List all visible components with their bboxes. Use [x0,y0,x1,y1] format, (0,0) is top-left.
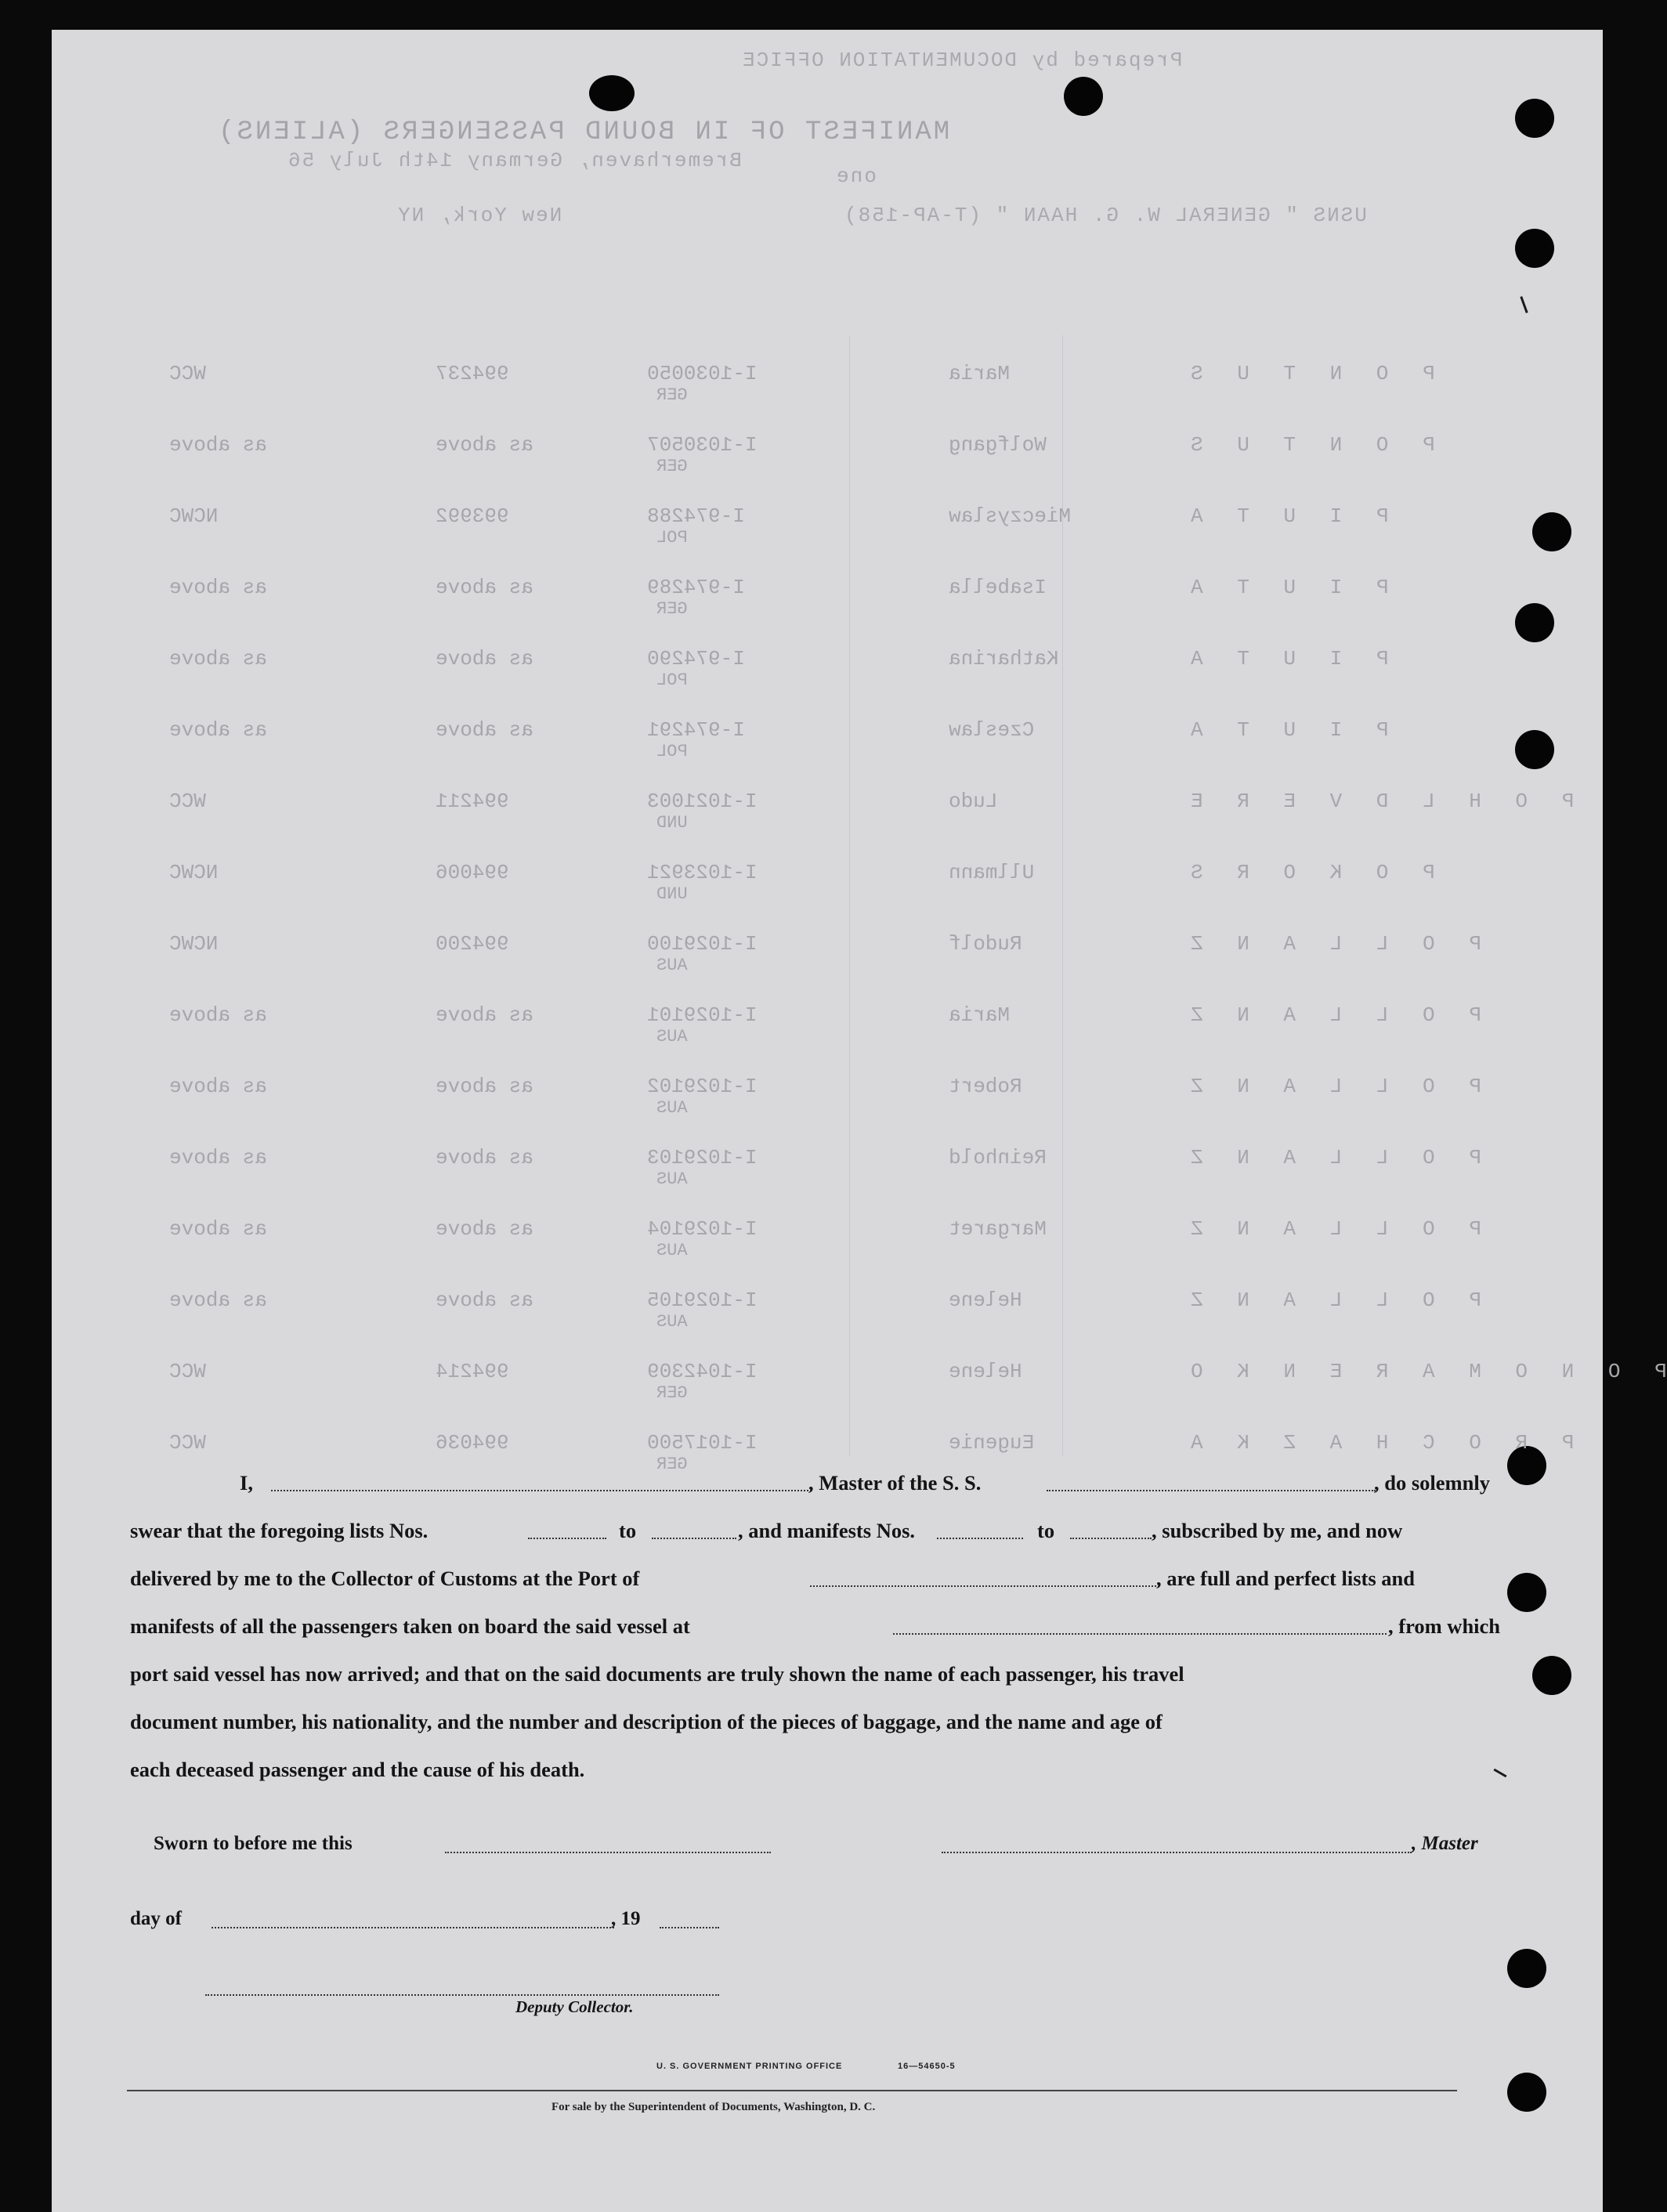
ghost-surname: P I U T A [1180,504,1389,528]
ghost-nat: POL [656,670,688,690]
ghost-code: NCWC [169,504,219,528]
ghost-num: as above [436,1003,533,1027]
ghost-num: as above [436,1146,533,1169]
ghost-nat: GER [656,599,688,619]
ghost-num: as above [436,647,533,670]
ghost-row [52,433,1603,480]
ghost-surname: P O N T U S [1180,362,1435,385]
ghost-num: 994214 [436,1360,509,1383]
manifest-page [52,30,1667,2212]
ghost-nat: GER [656,1383,688,1403]
ghost-code: as above [169,1075,267,1098]
ghost-surname: P O L L A N Z [1180,1217,1481,1241]
ghost-given: Rudolf [949,932,1022,956]
ghost-title: MANIFEST OF IN BOUND PASSENGERS (ALIENS) [216,117,950,147]
ghost-code: NCWC [169,861,219,884]
ghost-given: Isabella [949,576,1047,599]
ghost-code: as above [169,1003,267,1027]
ghost-doc: I-1029102 [647,1075,758,1098]
ghost-given: Czeslaw [949,718,1035,742]
blank-manifest-to [1070,1538,1152,1539]
ghost-row [52,1075,1603,1122]
ghost-doc: I-974288 [647,504,745,528]
ghost-doc: I-1029104 [647,1217,758,1241]
ghost-surname: P O L L A N Z [1180,932,1481,956]
day-of-label: day of [130,1908,182,1929]
ghost-num: 994211 [436,790,509,813]
ghost-surname: P O L L A N Z [1180,1075,1481,1098]
ghost-doc: I-1029101 [647,1003,758,1027]
ghost-row [52,932,1603,979]
ghost-nat: UND [656,813,688,833]
ghost-nat: GER [656,457,688,476]
punch-hole-right-1 [1515,99,1554,138]
oath-full-perfect: , are full and perfect lists and [1156,1567,1416,1590]
blank-master-name [271,1490,812,1491]
ghost-nat: POL [656,528,688,548]
ghost-code: as above [169,647,267,670]
ghost-surname: P O K O R S [1180,861,1435,884]
blank-list-from [528,1538,606,1539]
ghost-code: as above [169,433,267,457]
ghost-route: Bremerhaven, Germany 14th July 56 [287,149,742,172]
oath-line-4 [130,1614,1524,1646]
ghost-given: Ullmann [949,861,1035,884]
ghost-surname: P O L L A N Z [1180,1146,1481,1169]
ghost-given: Ludo [949,790,998,813]
ghost-given: Wolfgang [949,433,1047,457]
ghost-num: as above [436,718,533,742]
pencil-mark [1520,296,1528,313]
ghost-row [52,1289,1603,1336]
ghost-port: New York, NY [396,204,562,227]
oath-to: to [619,1519,637,1542]
ghost-doc: I-1030507 [647,433,758,457]
ghost-code: as above [169,718,267,742]
ghost-doc: I-1029100 [647,932,758,956]
ghost-row [52,1003,1603,1050]
oath-line-2 [130,1519,1524,1550]
punch-hole-top-left [589,75,635,111]
ghost-nat: AUS [656,1169,688,1189]
ghost-row [52,576,1603,623]
printing-office: U. S. GOVERNMENT PRINTING OFFICE [656,2062,843,2071]
ghost-row [52,718,1603,765]
ghost-code: as above [169,1289,267,1312]
blank-ship-name [1047,1490,1376,1491]
blank-sworn-date [445,1852,771,1853]
ghost-doc: I-1029105 [647,1289,758,1312]
oath-delivered: delivered by me to the Collector of Customs at the Port of [130,1567,640,1590]
footer-rule [127,2090,1457,2091]
punch-hole-right-10 [1507,2073,1546,2112]
ghost-doc: I-1030050 [647,362,758,385]
ghost-code: as above [169,1146,267,1169]
oath-line-5 [130,1662,1524,1693]
blank-departure-port [893,1633,1387,1635]
master-label: , Master [1412,1833,1478,1854]
blank-master-signature [942,1852,1412,1853]
ghost-surname: P I U T A [1180,647,1389,670]
ghost-code: WCC [169,362,206,385]
punch-hole-right-9 [1507,1949,1546,1988]
ghost-doc: I-1017500 [647,1431,758,1455]
ghost-nat: UND [656,884,688,904]
ghost-doc: I-974289 [647,576,745,599]
ghost-row [52,504,1603,551]
ghost-given: Eugenie [949,1431,1035,1455]
ghost-num: as above [436,1217,533,1241]
oath-line-6 [130,1710,1524,1741]
ghost-code: WCC [169,1360,206,1383]
ghost-row [52,790,1603,837]
ghost-nat: GER [656,385,688,405]
oath-swear: swear that the foregoing lists Nos. [130,1519,429,1542]
ghost-num: as above [436,1289,533,1312]
blank-month [212,1927,614,1928]
oath-line-1 [130,1471,1524,1502]
ghost-doc: I-1023921 [647,861,758,884]
ghost-office: Prepared by DOCUMENTATION OFFICE [741,49,1183,72]
ghost-nat: AUS [656,1241,688,1260]
oath-line-5-text: port said vessel has now arrived; and that on the said documents are truly shown the name of each passenger, his travel [130,1662,1184,1686]
ghost-given: Mieczyslaw [949,504,1072,528]
ghost-num: 994200 [436,932,509,956]
ghost-surname: P I U T A [1180,718,1389,742]
ghost-given: Helene [949,1289,1022,1312]
ghost-doc: I-1042309 [647,1360,758,1383]
ghost-code: WCC [169,790,206,813]
oath-and-manifests: , and manifests Nos. [738,1519,916,1542]
ghost-nat: AUS [656,1098,688,1118]
ghost-num: as above [436,576,533,599]
oath-i: I, [240,1471,253,1495]
ghost-num: 994237 [436,362,509,385]
ghost-given: Katharina [949,647,1059,670]
ghost-one: one [835,164,877,188]
punch-hole-top-center [1064,77,1103,116]
oath-line-7-text: each deceased passenger and the cause of his death. [130,1758,585,1781]
oath-do-solemnly: , do solemnly [1374,1471,1490,1495]
punch-hole-right-8 [1532,1656,1571,1695]
ghost-row [52,362,1603,409]
ghost-surname: P R O C H A Z K A [1180,1431,1575,1455]
oath-line-3 [130,1567,1524,1598]
ghost-code: as above [169,1217,267,1241]
oath-to-2: to [1037,1519,1055,1542]
ghost-doc: I-974291 [647,718,745,742]
ghost-surname: P O L L A N Z [1180,1003,1481,1027]
ghost-doc: I-1029103 [647,1146,758,1169]
blank-deputy-signature [205,1994,719,1996]
ghost-doc: I-1021003 [647,790,758,813]
ghost-given: Margaret [949,1217,1047,1241]
ghost-nat: POL [656,742,688,761]
blank-list-to [652,1538,736,1539]
ghost-given: Helene [949,1360,1022,1383]
oath-manifests-of: manifests of all the passengers taken on board the said vessel at [130,1614,690,1638]
ghost-surname: P O N O M A R E N K O [1180,1360,1667,1383]
ghost-row [52,1217,1603,1264]
ghost-ship: USNS " GENERAL W. G. HAAN " (T-AP-158) [843,204,1367,227]
ghost-code: WCC [169,1431,206,1455]
ghost-nat: AUS [656,1312,688,1332]
ghost-nat: AUS [656,956,688,975]
ghost-doc: I-974290 [647,647,745,670]
ghost-surname: P O H L D V E R E [1180,790,1575,813]
ghost-row [52,1360,1667,1407]
oath-line-6-text: document number, his nationality, and the number and description of the pieces of baggage, and the name and age of [130,1710,1163,1733]
ghost-num: 994006 [436,861,509,884]
blank-year [660,1927,719,1928]
ghost-nat: GER [656,1455,688,1474]
ghost-given: Robert [949,1075,1022,1098]
oath-line-7 [130,1758,1524,1789]
ghost-given: Maria [949,1003,1011,1027]
ghost-num: as above [436,433,533,457]
ghost-surname: P I U T A [1180,576,1389,599]
blank-manifest-from [937,1538,1023,1539]
form-number: 16—54650-5 [898,2062,956,2071]
ghost-surname: P O N T U S [1180,433,1435,457]
year-prefix: , 19 [611,1908,641,1929]
blank-port [810,1585,1159,1587]
sworn-label: Sworn to before me this [154,1833,353,1854]
ghost-given: Reinhold [949,1146,1047,1169]
deputy-collector-label: Deputy Collector. [515,1997,634,2016]
oath-from-which: , from which [1388,1614,1501,1638]
oath-subscribed: , subscribed by me, and now [1152,1519,1403,1542]
ghost-num: 994036 [436,1431,509,1455]
ghost-nat: AUS [656,1027,688,1046]
punch-hole-right-2 [1515,229,1554,268]
ghost-code: NCWC [169,932,219,956]
ghost-row [52,861,1603,908]
ghost-num: 993992 [436,504,509,528]
ghost-surname: P O L L A N Z [1180,1289,1481,1312]
ghost-num: as above [436,1075,533,1098]
ghost-code: as above [169,576,267,599]
ghost-row [52,647,1603,694]
ghost-row [52,1146,1603,1193]
ghost-given: Maria [949,362,1011,385]
oath-master-of: , Master of the S. S. [808,1471,982,1495]
sale-notice: For sale by the Superintendent of Documents, Washington, D. C. [551,2101,876,2113]
